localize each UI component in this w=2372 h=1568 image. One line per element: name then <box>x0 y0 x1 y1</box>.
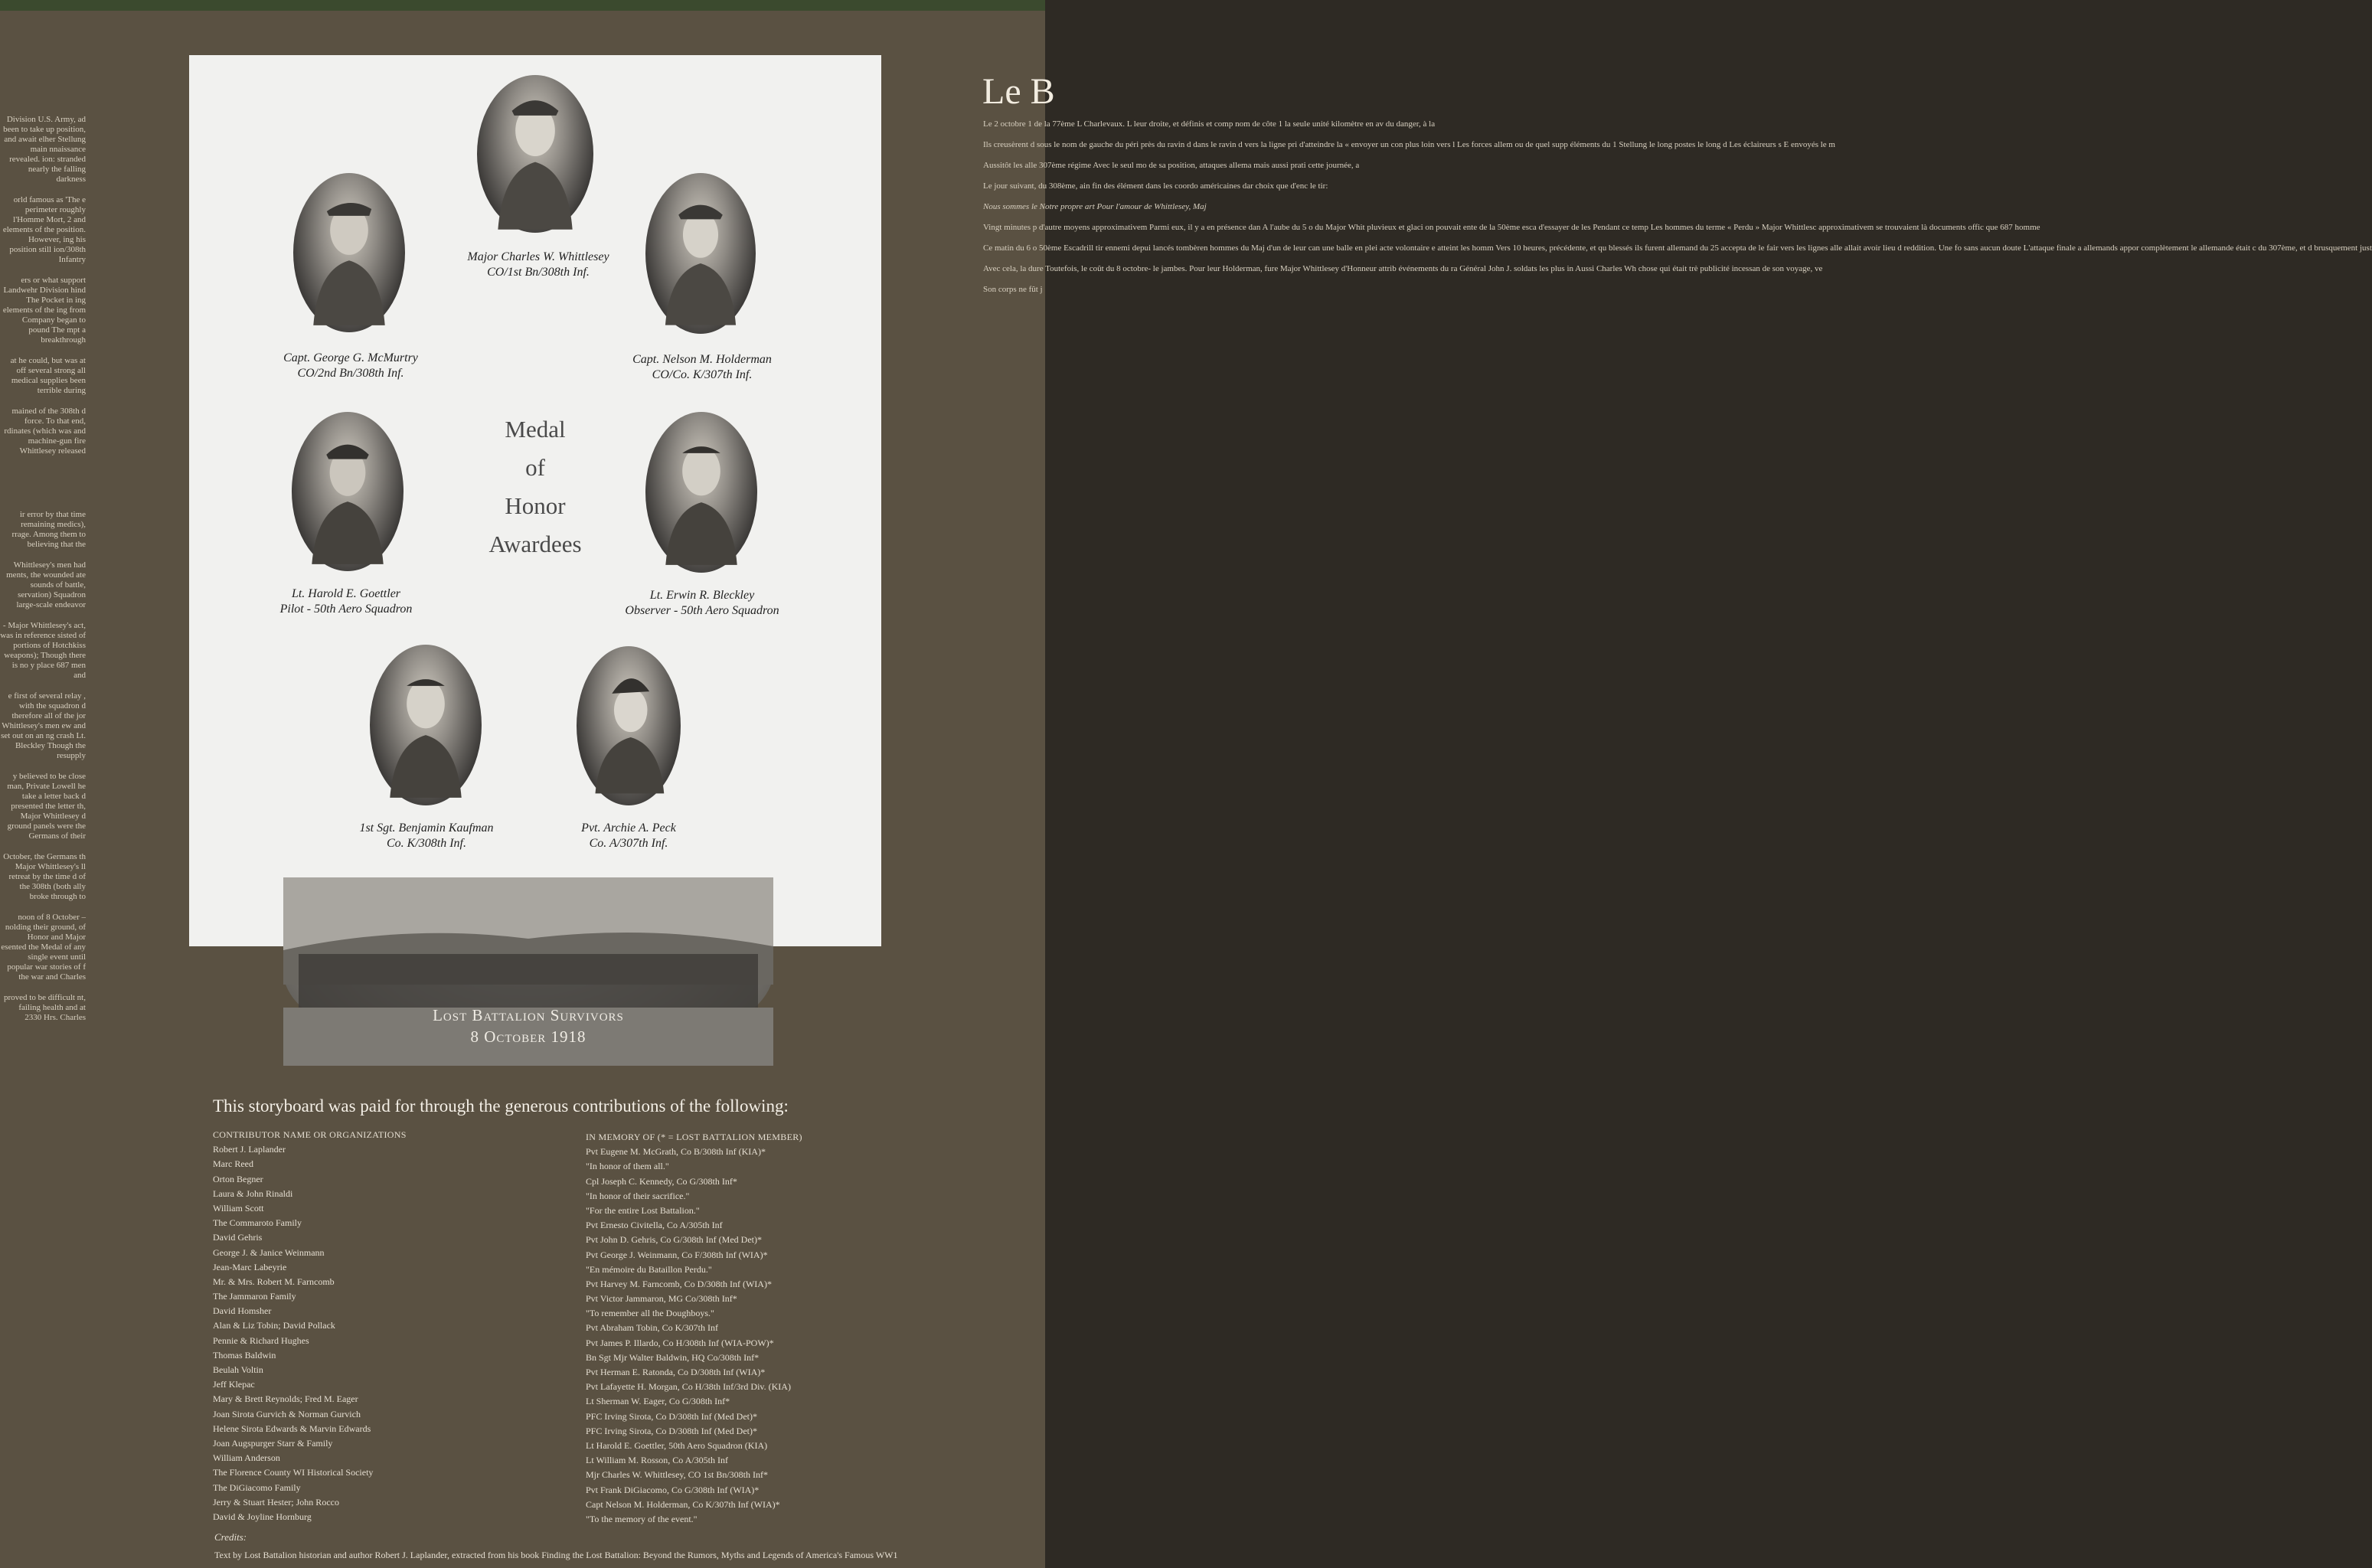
title-line: of <box>525 454 545 481</box>
awardee-unit: Co. K/308th Inf. <box>386 837 466 850</box>
left-paragraph: ir error by that time remaining medics), rrage. Among them to believing that the <box>11 510 86 549</box>
portrait-whittlesey <box>477 75 593 233</box>
awardee-unit: Observer - 50th Aero Squadron <box>625 604 779 617</box>
list-item: Helene Sirota Edwards & Marvin Edwards <box>213 1423 371 1434</box>
list-item: Capt Nelson M. Holderman, Co K/307th Inf (WIA)* <box>586 1498 780 1510</box>
list-item: Pvt James P. Illardo, Co H/308th Inf (WIA-POW)* <box>586 1337 774 1348</box>
awardee-unit: CO/2nd Bn/308th Inf. <box>297 367 404 380</box>
background-foliage <box>0 0 1045 11</box>
list-item: Pvt Harvey M. Farncomb, Co D/308th Inf (WIA)* <box>586 1278 772 1289</box>
title-line: Awardees <box>488 531 582 557</box>
list-item: "To the memory of the event." <box>586 1513 698 1524</box>
list-item: Beulah Voltin <box>213 1364 263 1375</box>
list-item: "For the entire Lost Battalion." <box>586 1204 700 1216</box>
list-item: William Anderson <box>213 1452 280 1464</box>
list-item: William Scott <box>213 1202 264 1214</box>
credits-label: Credits: <box>214 1531 247 1543</box>
caption-bleckley <box>595 588 809 619</box>
left-paragraph: ers or what support Landwehr Division hind The Pocket in ing elements of the ing from Company began to pound The mpt a breakthrough <box>2 276 86 345</box>
right-paragraph: Nous sommes le Notre propre art Pour l'amour de Whittlesey, Maj <box>983 202 1207 211</box>
list-item: The DiGiacomo Family <box>213 1481 301 1493</box>
caption-kaufman <box>327 821 526 851</box>
list-item: Marc Reed <box>213 1158 253 1170</box>
right-column-title: Le B <box>982 71 1055 112</box>
awardee-name: 1st Sgt. Benjamin Kaufman <box>359 822 494 835</box>
group-photo-survivors <box>283 877 773 1066</box>
portrait-bleckley <box>645 412 757 573</box>
list-item: Thomas Baldwin <box>213 1349 276 1361</box>
list-item: Mr. & Mrs. Robert M. Farncomb <box>213 1276 335 1287</box>
left-paragraph: orld famous as 'The e perimeter roughly l'Homme Mort, 2 and elements of the position. However, ing his position still ion/308th Infantry <box>2 195 86 264</box>
awardee-unit: CO/1st Bn/308th Inf. <box>487 266 590 279</box>
awardee-name: Capt. George G. McMurtry <box>283 351 418 364</box>
list-item: "In honor of them all." <box>586 1161 669 1172</box>
left-paragraph: at he could, but was at off several strong all medical supplies been terrible during <box>10 356 86 395</box>
list-item: Cpl Joseph C. Kennedy, Co G/308th Inf* <box>586 1175 737 1187</box>
right-paragraph: Vingt minutes p d'autre moyens approximativem Parmi eux, il y a en présence dan A l'aube du 5 o du Major Whit pluvieux et glaci on pouvait ente de la 50ème esca d'essayer de les Pendant ce temp Les hommes du terme « Perdu » Major Whittlesc approximativem se trouvaient là documents offic que 687 homme <box>983 223 2040 232</box>
left-paragraph: Whittlesey's men had ments, the wounded ate sounds of battle, servation) Squadron large-scale endeavor <box>6 560 86 609</box>
title-line: Honor <box>505 492 566 519</box>
list-item: Lt Harold E. Goettler, 50th Aero Squadron (KIA) <box>586 1439 768 1451</box>
right-paragraph: Ils creusèrent d sous le nom de gauche du péri près du ravin d dans le ravin d vers la ligne pri d'atteindre la « envoyer un con plus loin vers l Les forces allem ou de quel supp éléments du 1 Stellung le long postes le long d Les éclaireurs s E envoyés le m <box>983 140 1835 149</box>
list-item: Bn Sgt Mjr Walter Baldwin, HQ Co/308th Inf* <box>586 1351 760 1363</box>
caption-whittlesey <box>439 250 638 280</box>
right-paragraph: Avec cela, la dure Toutefois, le coût du 8 octobre- le jambes. Pour leur Holderman, fure Major Whittlesey d'Honneur attrib événements du ra Général John J. soldats les plus in Aussi Charles Wh chose qui était trè publicité incessan de son voyage, ve <box>983 264 1823 273</box>
right-text-column <box>983 119 2372 305</box>
list-item: Orton Begner <box>213 1173 263 1184</box>
list-item: Joan Augspurger Starr & Family <box>213 1437 333 1449</box>
right-paragraph: Son corps ne fût j <box>983 285 1043 294</box>
awardee-unit: Co. A/307th Inf. <box>589 837 668 850</box>
left-paragraph: mained of the 308th d force. To that end, rdinates (which was and machine-gun fire Whittlesey released <box>4 407 86 456</box>
list-item: Pvt Ernesto Civitella, Co A/305th Inf <box>586 1220 723 1231</box>
left-paragraph: October, the Germans th Major Whittlesey's ll retreat by the time d of the 308th (both ally broke through to <box>3 852 86 901</box>
list-item: Pvt John D. Gehris, Co G/308th Inf (Med Det)* <box>586 1234 762 1246</box>
list-item: David Homsher <box>213 1305 272 1317</box>
in-memory-list <box>586 1130 802 1527</box>
right-paragraph: Le 2 octobre 1 de la 77ème L Charlevaux. L leur droite, et définis et comp nom de côte 1 la seule unité kilomètre en av du danger, à la <box>983 119 1436 129</box>
left-paragraph: y believed to be close man, Private Lowell he take a letter back d presented the letter th, Major Whittlesey d ground panels were the Germans of their <box>7 772 86 841</box>
list-item: Jeff Klepac <box>213 1379 255 1390</box>
awardee-unit: CO/Co. K/307th Inf. <box>652 368 753 381</box>
list-item: Jean-Marc Labeyrie <box>213 1261 287 1272</box>
list-item: The Florence County WI Historical Society <box>213 1467 374 1478</box>
awardee-name: Lt. Harold E. Goettler <box>291 587 401 600</box>
contributor-list <box>213 1128 407 1524</box>
portrait-peck <box>577 646 681 805</box>
left-paragraph: Division U.S. Army, ad been to take up position, and await elher Stellung main nnaissance revealed. ion: stranded nearly the falling darkness <box>3 115 86 184</box>
caption-goettler <box>243 586 449 617</box>
list-item: The Jammaron Family <box>213 1291 296 1302</box>
contributor-header: CONTRIBUTOR NAME OR ORGANIZATIONS <box>213 1129 407 1140</box>
list-item: Pvt George J. Weinmann, Co F/308th Inf (WIA)* <box>586 1249 768 1260</box>
list-item: Pvt Lafayette H. Morgan, Co H/38th Inf/3rd Div. (KIA) <box>586 1381 791 1393</box>
list-item: Pvt Herman E. Ratonda, Co D/308th Inf (WIA)* <box>586 1367 766 1377</box>
portrait-kaufman <box>370 645 482 805</box>
list-item: "To remember all the Doughboys." <box>586 1308 714 1319</box>
left-paragraph: noon of 8 October – nolding their ground, of Honor and Major esented the Medal of any single event until popular war stories of f the war and Charles <box>1 913 86 982</box>
right-paragraph: Aussitôt les alle 307ème régime Avec le seul mo de sa position, attaques allema mais aussi prati cette journée, a <box>983 161 1360 170</box>
right-paragraph: Ce matin du 6 o 50ème Escadrill tir ennemi depui lancés tombèren hommes du Maj d'un de leur can une balle en plei acte volontaire e atteint les homm Vers 10 heures, précédente, et qu blessés ils furent allemand du 25 accepta de le fair vers les lignes alle allait avoir lieu d reddition. Une fo sans aucun doute L'attaque finale a allemands appor complètement le allemande était c du 307ème, et d brusquement just <box>983 243 2372 253</box>
list-item: "In honor of their sacrifice." <box>586 1190 690 1201</box>
caption-mcmurtry <box>255 351 446 381</box>
left-paragraph: e first of several relay , with the squadron d therefore all of the jor Whittlesey's men ew and set out on an ng crash Lt. Bleckley Though the resupply <box>1 691 86 760</box>
caption-peck <box>552 821 705 851</box>
medal-of-honor-title <box>470 410 600 564</box>
list-item: Lt William M. Rosson, Co A/305th Inf <box>586 1455 728 1466</box>
group-caption-date: 8 October 1918 <box>470 1027 586 1046</box>
credits-text: Text by Lost Battalion historian and author Robert J. Laplander, extracted from his book Finding the Lost Battalion: Beyond the Rumors, Myths and Legends of America's Famous WW1 <box>214 1550 898 1560</box>
contributions-title: This storyboard was paid for through the generous contributions of the following: <box>213 1096 789 1116</box>
list-item: David & Joyline Hornburg <box>213 1511 312 1522</box>
list-item: Laura & John Rinaldi <box>213 1187 293 1199</box>
group-caption-title: Lost Battalion Survivors <box>433 1006 624 1024</box>
awardee-name: Lt. Erwin R. Bleckley <box>649 589 755 602</box>
list-item: Alan & Liz Tobin; David Pollack <box>213 1320 335 1331</box>
list-item: Mjr Charles W. Whittlesey, CO 1st Bn/308th Inf* <box>586 1469 768 1481</box>
list-item: PFC Irving Sirota, Co D/308th Inf (Med Det)* <box>586 1410 757 1422</box>
list-item: Pvt Victor Jammaron, MG Co/308th Inf* <box>586 1293 737 1305</box>
awardee-unit: Pilot - 50th Aero Squadron <box>279 603 413 616</box>
list-item: Mary & Brett Reynolds; Fred M. Eager <box>213 1393 358 1405</box>
portrait-goettler <box>292 412 404 571</box>
list-item: Pvt Eugene M. McGrath, Co B/308th Inf (KIA)* <box>586 1146 766 1158</box>
list-item: "En mémoire du Bataillon Perdu." <box>586 1263 712 1275</box>
in-memory-header: IN MEMORY OF (* = LOST BATTALION MEMBER) <box>586 1132 802 1142</box>
list-item: PFC Irving Sirota, Co D/308th Inf (Med Det)* <box>586 1425 757 1436</box>
list-item: Pvt Frank DiGiacomo, Co G/308th Inf (WIA)* <box>586 1484 760 1495</box>
awardee-name: Major Charles W. Whittlesey <box>467 250 609 263</box>
list-item: Robert J. Laplander <box>213 1144 286 1155</box>
awardee-name: Capt. Nelson M. Holderman <box>632 353 772 366</box>
left-paragraph: - Major Whittlesey's act, was in reference sisted of portions of Hotchkiss weapons); Though there is no y place 687 men and <box>0 621 86 680</box>
title-line: Medal <box>505 416 566 443</box>
left-paragraph: proved to be difficult nt, failing health and at 2330 Hrs. Charles <box>3 993 86 1022</box>
list-item: David Gehris <box>213 1232 263 1243</box>
right-paragraph: Le jour suivant, du 308ème, ain fin des élément dans les coordo américaines dar choix que d'enc le tir: <box>983 181 1328 191</box>
list-item: Lt Sherman W. Eager, Co G/308th Inf* <box>586 1396 730 1407</box>
list-item: The Commaroto Family <box>213 1217 302 1229</box>
left-text-column <box>0 115 86 1034</box>
awardee-name: Pvt. Archie A. Peck <box>581 822 676 835</box>
list-item: Jerry & Stuart Hester; John Rocco <box>213 1496 339 1508</box>
list-item: Pvt Abraham Tobin, Co K/307th Inf <box>586 1322 718 1334</box>
list-item: George J. & Janice Weinmann <box>213 1246 325 1258</box>
portrait-holderman <box>645 173 756 334</box>
list-item: Joan Sirota Gurvich & Norman Gurvich <box>213 1408 361 1419</box>
portrait-mcmurtry <box>293 173 405 332</box>
list-item: Pennie & Richard Hughes <box>213 1334 309 1346</box>
caption-holderman <box>603 352 802 383</box>
